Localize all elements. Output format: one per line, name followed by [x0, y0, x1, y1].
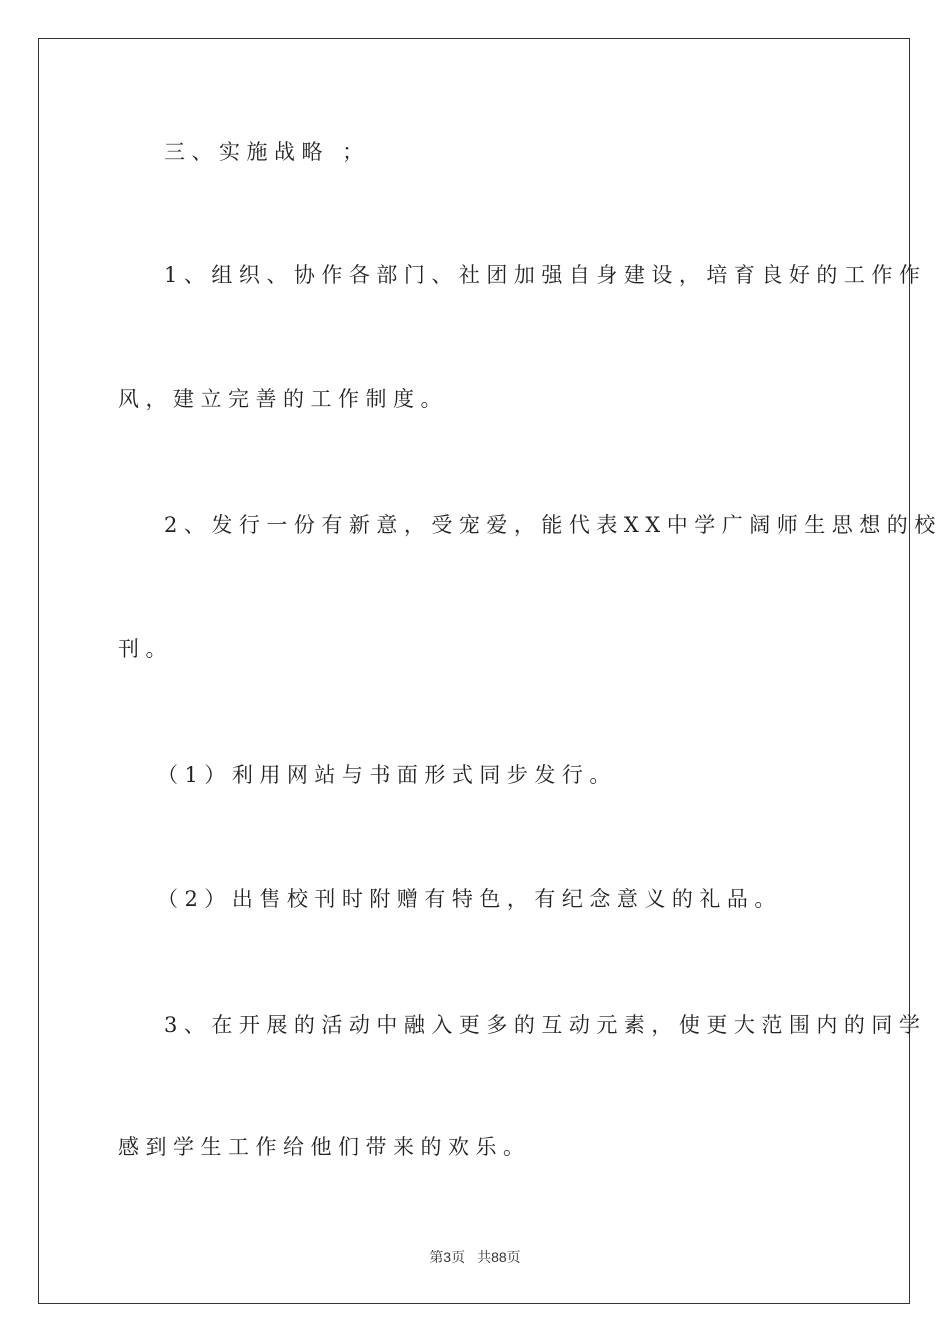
page-border: [38, 38, 942, 1304]
page-footer: [0, 1247, 950, 1267]
paragraph-line: 刊。: [118, 637, 173, 661]
section-heading: 三、实施战略 ；: [164, 140, 370, 164]
paragraph-line: （2）出售校刊时附赠有特色，有纪念意义的礼品。: [157, 887, 782, 911]
page-number: 第3页: [429, 1249, 466, 1265]
paragraph-line: 1、组织、协作各部门、社团加强自身建设，培育良好的工作作: [164, 263, 927, 287]
paragraph-line: 感到学生工作给他们带来的欢乐。: [118, 1135, 531, 1159]
paragraph-line: 3、在开展的活动中融入更多的互动元素，使更大范围内的同学: [164, 1013, 927, 1037]
paragraph-line: 风，建立完善的工作制度。: [118, 387, 448, 411]
total-pages: 共88页: [477, 1249, 521, 1265]
paragraph-line: （1）利用网站与书面形式同步发行。: [157, 763, 617, 787]
paragraph-line: 2、发行一份有新意，受宠爱，能代表XX中学广阔师生思想的校: [164, 513, 942, 537]
